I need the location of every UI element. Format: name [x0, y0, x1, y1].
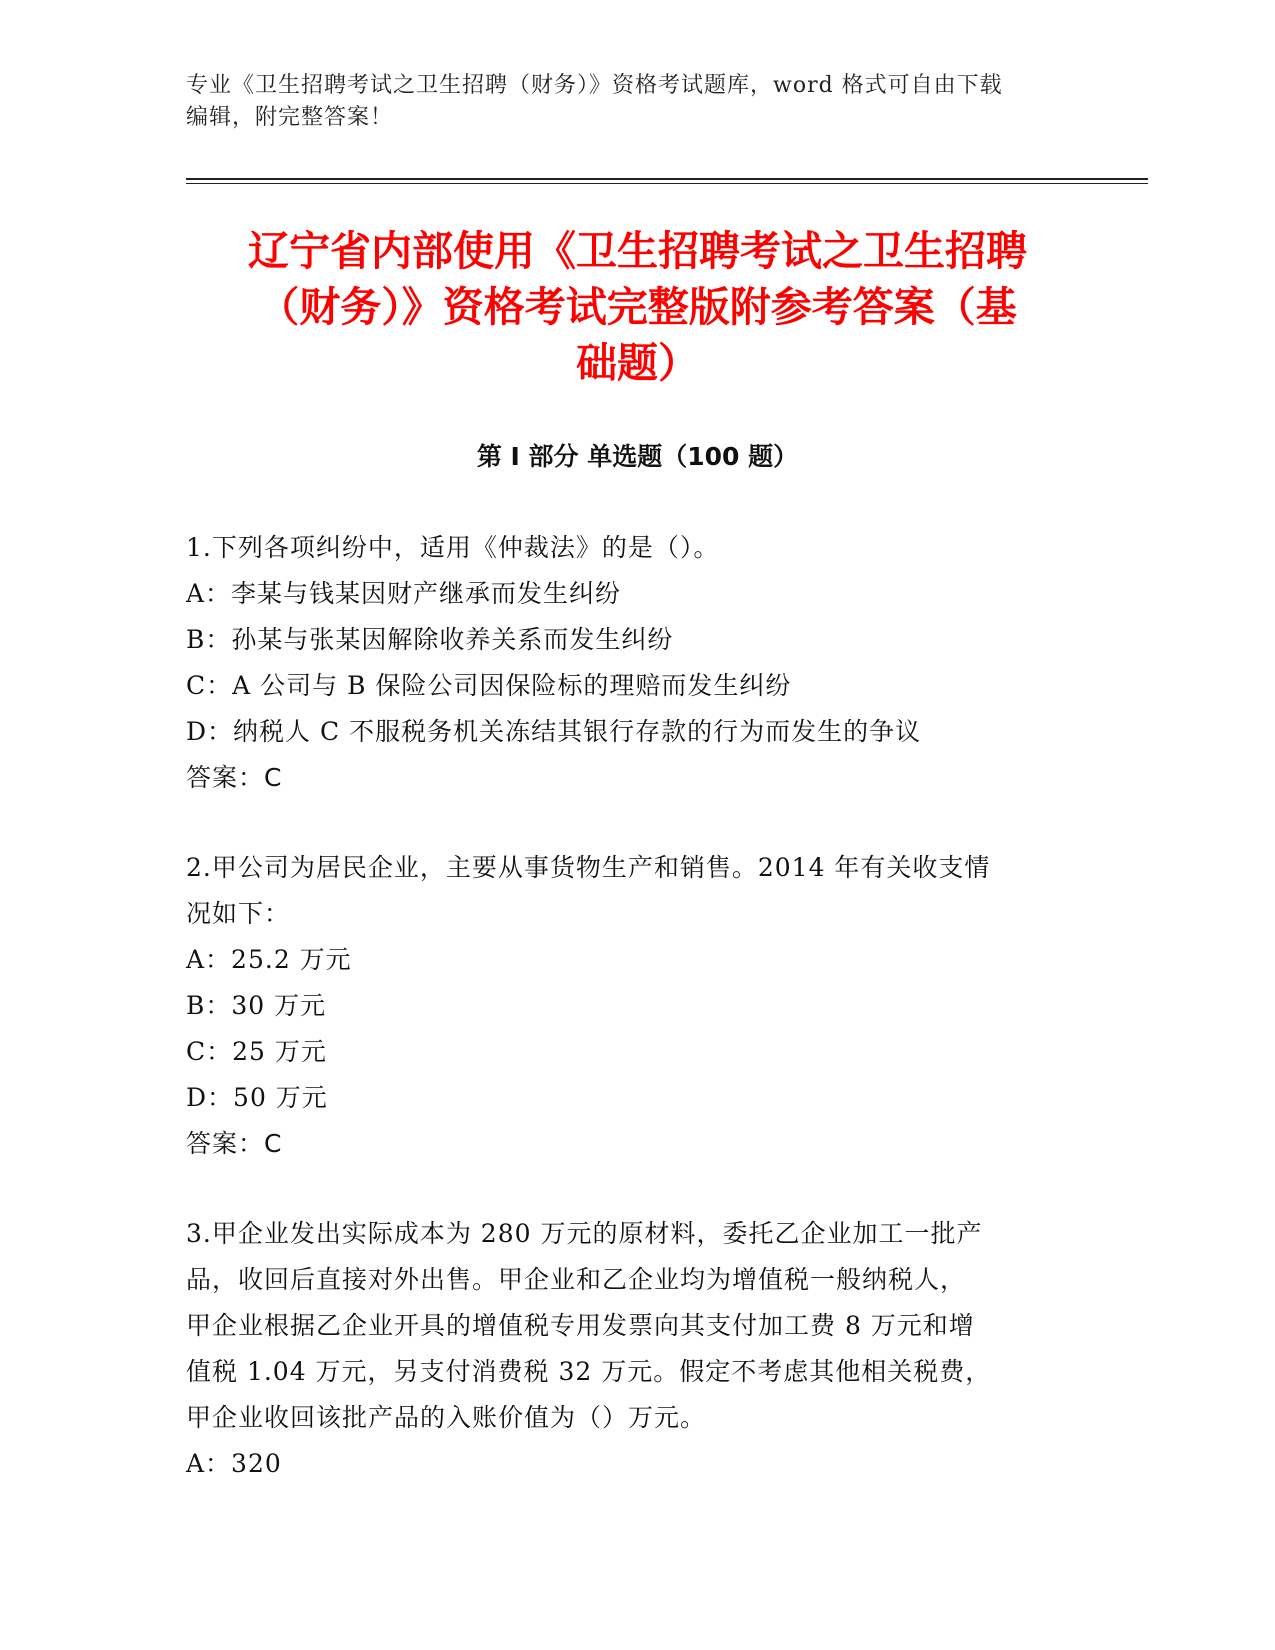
option-d: D：纳税人 C 不服税务机关冻结其银行存款的行为而发生的争议: [186, 717, 922, 746]
option-b: B：30 万元: [186, 991, 327, 1020]
question-text: 2.甲公司为居民企业，主要从事货物生产和销售。2014 年有关收支情: [186, 853, 991, 882]
document-title-line: 础题）: [576, 339, 699, 387]
option-c: C：25 万元: [186, 1037, 327, 1066]
question-1: [186, 525, 1066, 801]
section-title: 第 I 部分 单选题（100 题）: [476, 442, 799, 471]
question-gap: [186, 1167, 1066, 1211]
question-3: [186, 1211, 1066, 1487]
question-2: [186, 845, 1066, 1167]
answer: 答案：C: [186, 1129, 283, 1158]
header-note: [186, 70, 1066, 134]
document-title: [186, 223, 1089, 391]
question-text: 1.下列各项纠纷中，适用《仲裁法》的是（）。: [186, 533, 720, 562]
question-text: 值税 1.04 万元，另支付消费税 32 万元。假定不考虑其他相关税费，: [186, 1357, 992, 1386]
option-a: A：李某与钱某因财产继承而发生纠纷: [186, 579, 622, 608]
answer: 答案：C: [186, 763, 283, 792]
option-b: B：孙某与张某因解除收养关系而发生纠纷: [186, 625, 674, 654]
header-note-line: 编辑，附完整答案！: [186, 105, 394, 130]
question-text: 甲企业收回该批产品的入账价值为（）万元。: [186, 1403, 707, 1432]
question-text: 况如下：: [186, 899, 291, 928]
question-gap: [186, 801, 1066, 845]
question-text: 3.甲企业发出实际成本为 280 万元的原材料，委托乙企业加工一批产: [186, 1219, 983, 1248]
question-text: 品，收回后直接对外出售。甲企业和乙企业均为增值税一般纳税人，: [186, 1265, 967, 1294]
option-c: C：A 公司与 B 保险公司因保险标的理赔而发生纠纷: [186, 671, 792, 700]
option-d: D：50 万元: [186, 1083, 328, 1112]
question-list: [186, 525, 1066, 1487]
option-a: A：25.2 万元: [186, 945, 352, 974]
document-title-line: （财务）》资格考试完整版附参考答案（基: [258, 283, 1017, 331]
option-a: A：320: [186, 1449, 282, 1478]
question-text: 甲企业根据乙企业开具的增值税专用发票向其支付加工费 8 万元和增: [186, 1311, 975, 1340]
header-note-line: 专业《卫生招聘考试之卫生招聘（财务）》资格考试题库，word 格式可自由下载: [186, 73, 1003, 98]
document-title-line: 辽宁省内部使用《卫生招聘考试之卫生招聘: [248, 227, 1027, 275]
header-rule-thin: [186, 183, 1148, 184]
header-rule-thick: [186, 178, 1148, 180]
